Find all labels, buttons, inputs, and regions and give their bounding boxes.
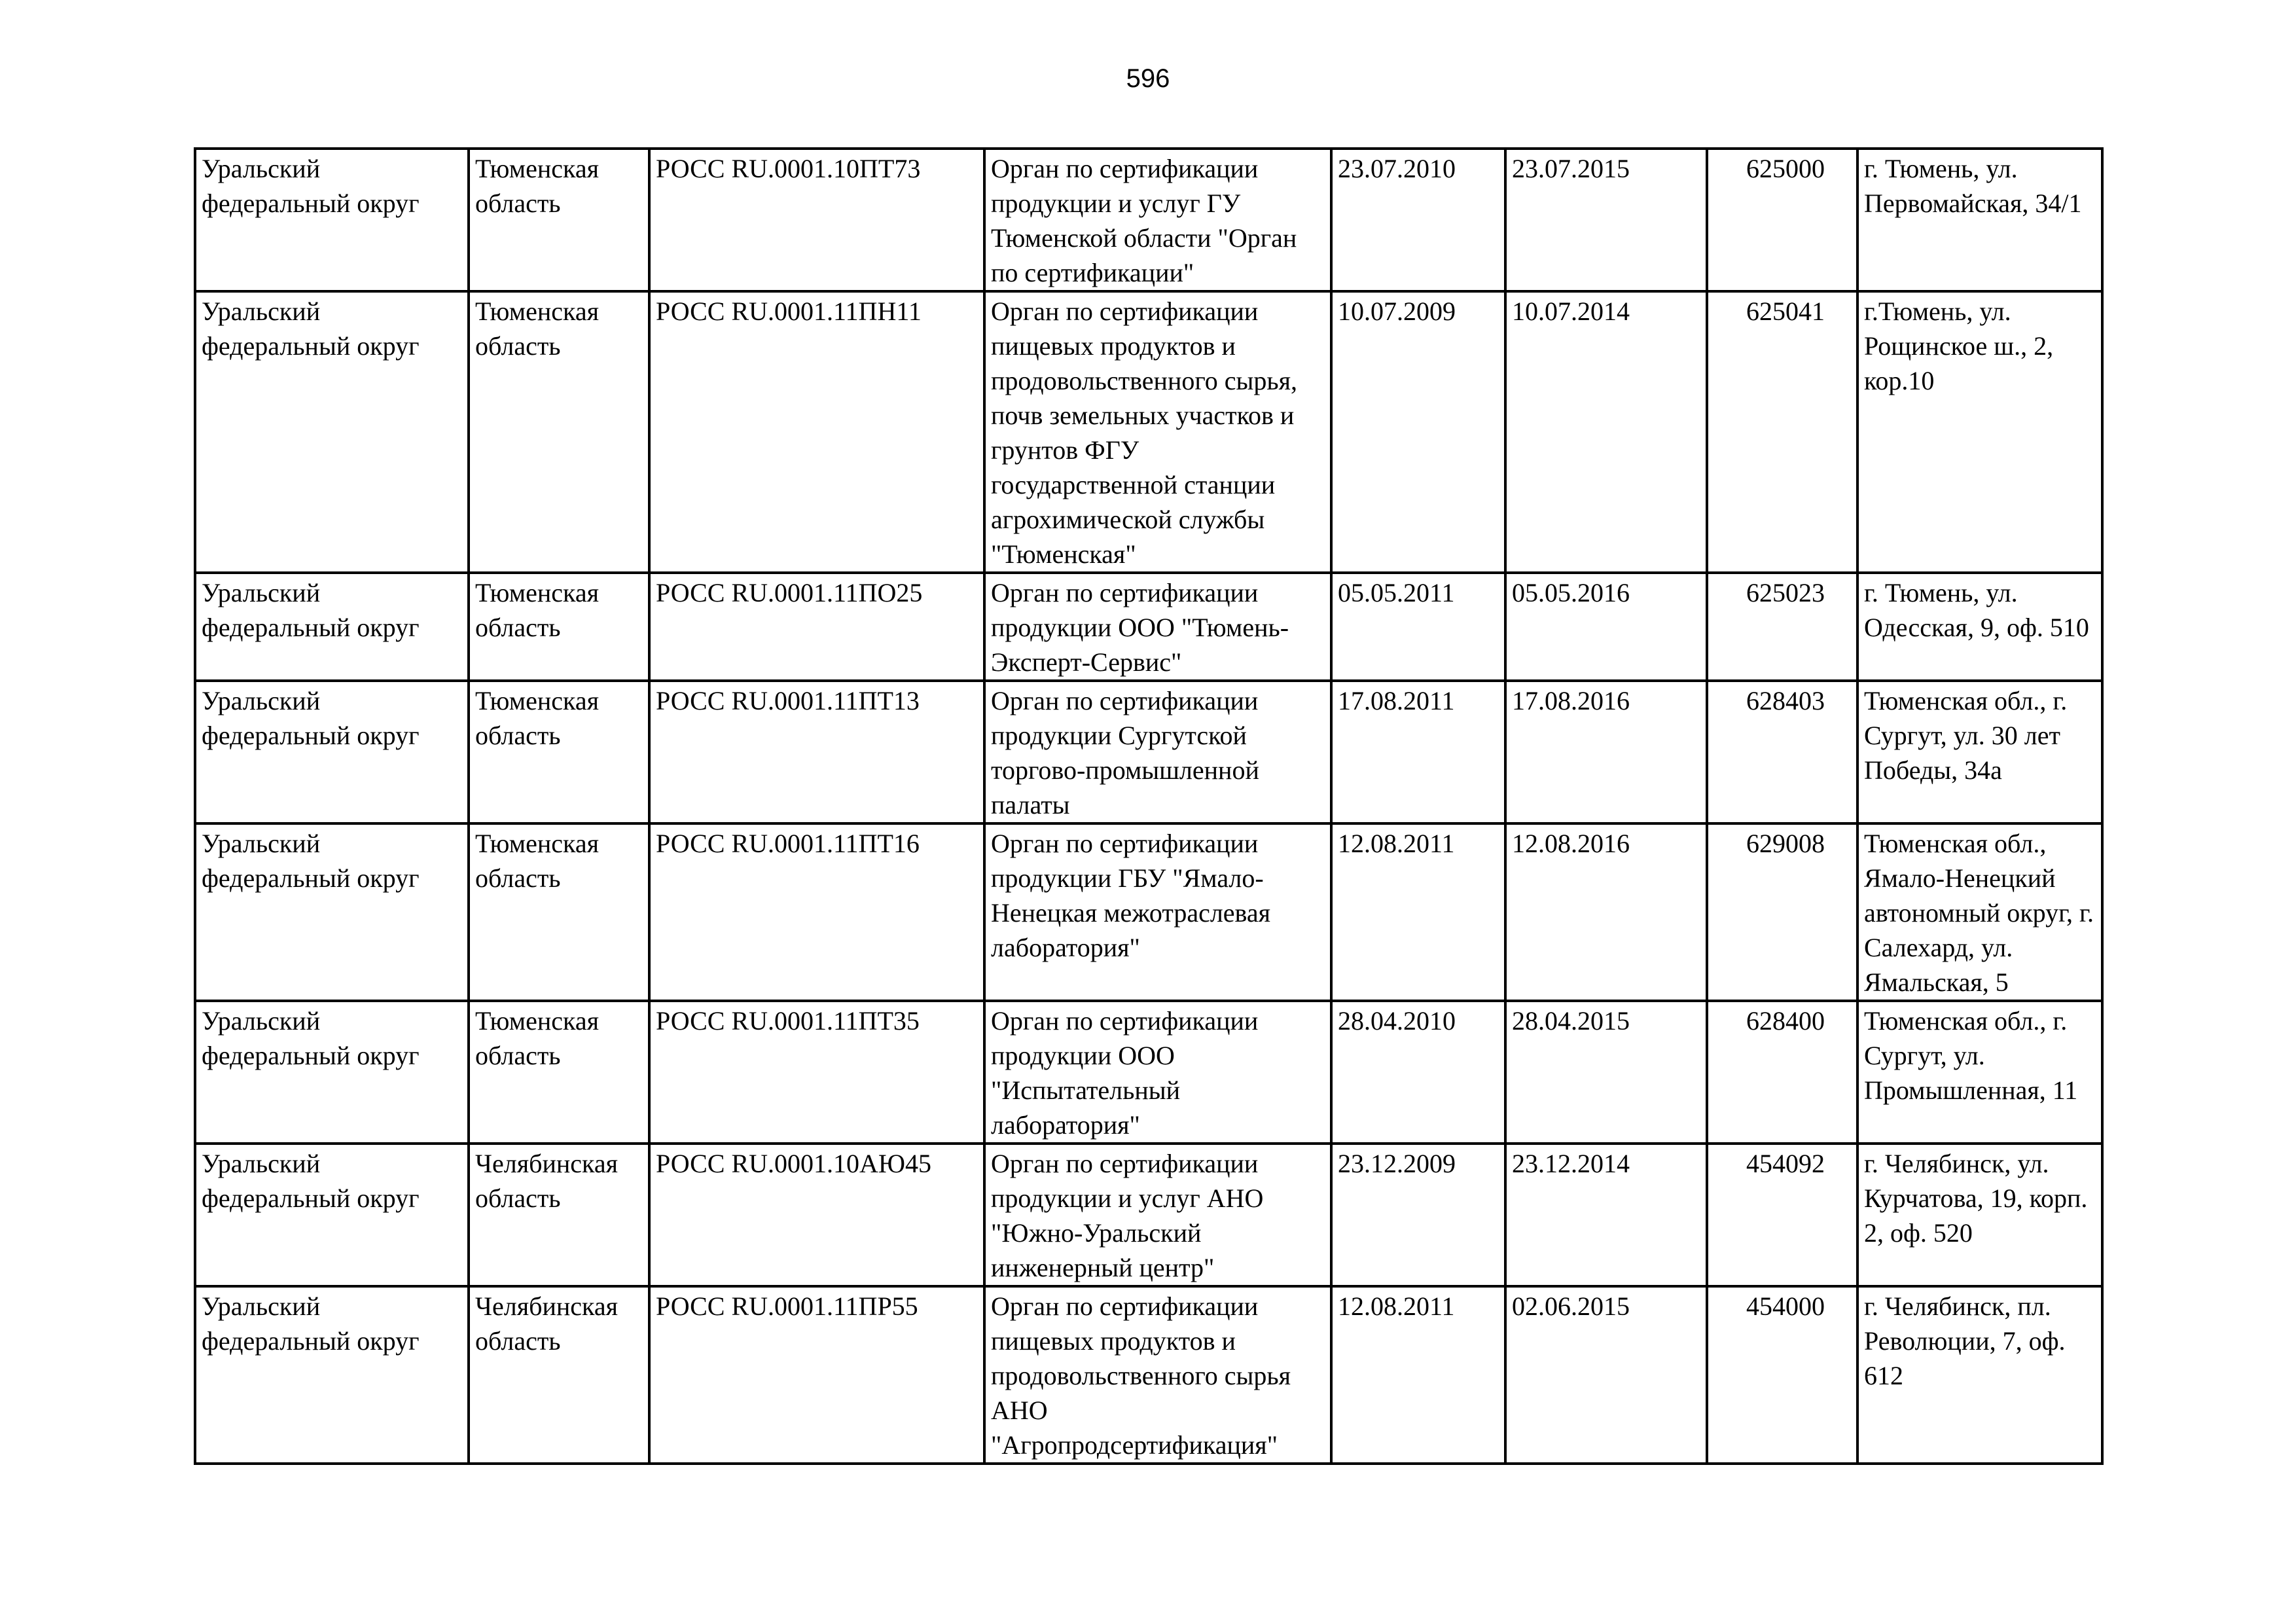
address-cell: г. Челябинск, ул. Курчатова, 19, корп. 2, оф. 520	[1857, 1144, 2102, 1286]
date-to-cell: 12.08.2016	[1505, 823, 1707, 1001]
district-cell: Уральский федеральный округ	[195, 681, 469, 823]
district-cell: Уральский федеральный округ	[195, 291, 469, 573]
registration-number-cell: РОСС RU.0001.11ПТ13	[649, 681, 984, 823]
district-cell: Уральский федеральный округ	[195, 149, 469, 291]
date-from-cell: 23.12.2009	[1331, 1144, 1505, 1286]
date-from-cell: 12.08.2011	[1331, 1286, 1505, 1464]
address-cell: г. Челябинск, пл. Революции, 7, оф. 612	[1857, 1286, 2102, 1464]
district-cell: Уральский федеральный округ	[195, 1286, 469, 1464]
registration-number-cell: РОСС RU.0001.11ПР55	[649, 1286, 984, 1464]
table-row	[195, 1001, 2102, 1144]
registration-number-cell: РОСС RU.0001.10ПТ73	[649, 149, 984, 291]
certification-body-cell: Орган по сертификации продукции ГБУ "Ямало-Ненецкая межотраслевая лаборатория"	[984, 823, 1331, 1001]
date-from-cell: 10.07.2009	[1331, 291, 1505, 573]
table-row	[195, 573, 2102, 681]
date-to-cell: 05.05.2016	[1505, 573, 1707, 681]
date-from-cell: 23.07.2010	[1331, 149, 1505, 291]
region-cell: Тюменская область	[469, 681, 649, 823]
region-cell: Тюменская область	[469, 291, 649, 573]
postcode-cell: 625023	[1707, 573, 1857, 681]
date-to-cell: 23.12.2014	[1505, 1144, 1707, 1286]
registration-number-cell: РОСС RU.0001.11ПО25	[649, 573, 984, 681]
date-to-cell: 28.04.2015	[1505, 1001, 1707, 1144]
date-from-cell: 05.05.2011	[1331, 573, 1505, 681]
page-number: 596	[1126, 64, 1170, 93]
registration-number-cell: РОСС RU.0001.10АЮ45	[649, 1144, 984, 1286]
district-cell: Уральский федеральный округ	[195, 1144, 469, 1286]
certification-bodies-table	[194, 147, 2104, 1465]
district-cell: Уральский федеральный округ	[195, 823, 469, 1001]
table-row	[195, 823, 2102, 1001]
date-to-cell: 10.07.2014	[1505, 291, 1707, 573]
certification-body-cell: Орган по сертификации продукции Сургутской торгово-промышленной палаты	[984, 681, 1331, 823]
date-to-cell: 17.08.2016	[1505, 681, 1707, 823]
certification-body-cell: Орган по сертификации пищевых продуктов и продовольственного сырья, почв земельных участков и грунтов ФГУ государственной станции агрохимической службы "Тюменская"	[984, 291, 1331, 573]
certification-body-cell: Орган по сертификации продукции ООО "Тюмень-Эксперт-Сервис"	[984, 573, 1331, 681]
postcode-cell: 628403	[1707, 681, 1857, 823]
region-cell: Челябинская область	[469, 1286, 649, 1464]
date-from-cell: 17.08.2011	[1331, 681, 1505, 823]
address-cell: г. Тюмень, ул. Первомайская, 34/1	[1857, 149, 2102, 291]
date-from-cell: 28.04.2010	[1331, 1001, 1505, 1144]
registration-number-cell: РОСС RU.0001.11ПН11	[649, 291, 984, 573]
district-cell: Уральский федеральный округ	[195, 1001, 469, 1144]
address-cell: г.Тюмень, ул. Рощинское ш., 2, кор.10	[1857, 291, 2102, 573]
postcode-cell: 625000	[1707, 149, 1857, 291]
region-cell: Тюменская область	[469, 1001, 649, 1144]
postcode-cell: 625041	[1707, 291, 1857, 573]
postcode-cell: 629008	[1707, 823, 1857, 1001]
date-to-cell: 02.06.2015	[1505, 1286, 1707, 1464]
address-cell: Тюменская обл., Ямало-Ненецкий автономный округ, г. Салехард, ул. Ямальская, 5	[1857, 823, 2102, 1001]
date-from-cell: 12.08.2011	[1331, 823, 1505, 1001]
certification-body-cell: Орган по сертификации продукции и услуг АНО "Южно-Уральский инженерный центр"	[984, 1144, 1331, 1286]
table-row	[195, 681, 2102, 823]
region-cell: Тюменская область	[469, 823, 649, 1001]
region-cell: Челябинская область	[469, 1144, 649, 1286]
registration-number-cell: РОСС RU.0001.11ПТ35	[649, 1001, 984, 1144]
table-row	[195, 149, 2102, 291]
postcode-cell: 454000	[1707, 1286, 1857, 1464]
region-cell: Тюменская область	[469, 573, 649, 681]
table-row	[195, 1144, 2102, 1286]
address-cell: Тюменская обл., г. Сургут, ул. 30 лет Победы, 34а	[1857, 681, 2102, 823]
registration-number-cell: РОСС RU.0001.11ПТ16	[649, 823, 984, 1001]
district-cell: Уральский федеральный округ	[195, 573, 469, 681]
postcode-cell: 454092	[1707, 1144, 1857, 1286]
certification-body-cell: Орган по сертификации пищевых продуктов и продовольственного сырья АНО "Агропродсертификация"	[984, 1286, 1331, 1464]
region-cell: Тюменская область	[469, 149, 649, 291]
certification-body-cell: Орган по сертификации продукции и услуг ГУ Тюменской области "Орган по сертификации"	[984, 149, 1331, 291]
address-cell: г. Тюмень, ул. Одесская, 9, оф. 510	[1857, 573, 2102, 681]
certification-body-cell: Орган по сертификации продукции ООО "Испытательный лаборатория"	[984, 1001, 1331, 1144]
date-to-cell: 23.07.2015	[1505, 149, 1707, 291]
address-cell: Тюменская обл., г. Сургут, ул. Промышленная, 11	[1857, 1001, 2102, 1144]
postcode-cell: 628400	[1707, 1001, 1857, 1144]
table-row	[195, 291, 2102, 573]
table-row	[195, 1286, 2102, 1464]
